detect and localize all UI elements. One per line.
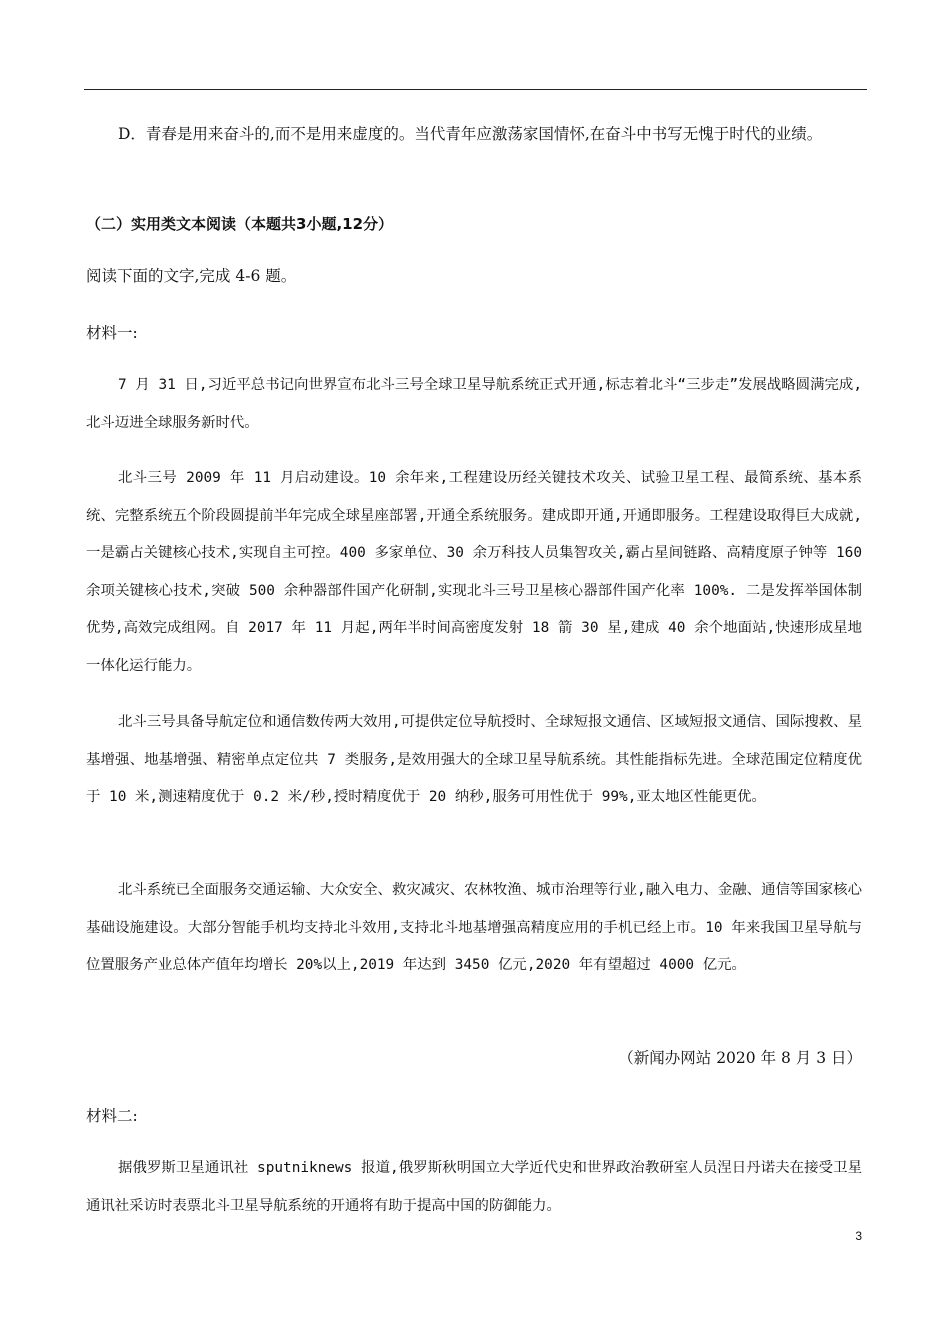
material1-paragraph-1: 7 月 31 日,习近平总书记向世界宣布北斗三号全球卫星导航系统正式开通,标志着北斗“三步走”发展战略圆满完成,北斗迈进全球服务新时代。	[86, 377, 862, 431]
header-rule	[84, 89, 867, 90]
material1-paragraph-2: 北斗三号 2009 年 11 月启动建设。10 余年来,工程建设历经关键技术攻关、试验卫星工程、最简系统、基本系统、完整系统五个阶段圆提前半年完成全球星座部署,开通全系统服务。建成即开通,开通即服务。工程建设取得巨大成就,一是霸占关键核心技术,实现自主可控。400 多家单位、30 余万科技人员集智攻关,霸占星间链路、高精度原子钟等 160 余项关键核心技术,突破 500 余种器部件国产化研制,实现北斗三号卫星核心器部件国产化率 100%. 二是发挥举国体制优势,高效完成组网。自 2017 年 11 月起,两年半时间高密度发射 18 箭 30 星,建成 40 余个地面站,快速形成星地一体化运行能力。	[86, 470, 862, 674]
material1-paragraph-3: 北斗三号具备导航定位和通信数传两大效用,可提供定位导航授时、全球短报文通信、区域短报文通信、国际搜救、星基增强、地基增强、精密单点定位共 7 类服务,是效用强大的全球卫星导航系统。其性能指标先进。全球范围定位精度优于 10 米,测速精度优于 0.2 米/秒,授时精度优于 20 纳秒,服务可用性优于 99%,亚太地区性能更优。	[86, 714, 862, 805]
page-number: 3	[855, 1229, 862, 1243]
section-heading: （二）实用类文本阅读（本题共3小题,12分）	[86, 215, 394, 233]
material2-label: 材料二:	[86, 1107, 138, 1125]
material1-label: 材料一:	[86, 324, 138, 342]
option-d-text: D．青春是用来奋斗的,而不是用来虚度的。当代青年应激荡家国情怀,在奋斗中书写无愧于时代的业绩。	[118, 125, 823, 143]
instruction-text: 阅读下面的文字,完成 4-6 题。	[86, 267, 297, 285]
material1-source: （新闻办网站 2020 年 8 月 3 日）	[618, 1049, 862, 1067]
material2-paragraph: 据俄罗斯卫星通讯社 sputniknews 报道,俄罗斯秋明国立大学近代史和世界政治教研室人员涅日丹诺夫在接受卫星通讯社采访时表票北斗卫星导航系统的开通将有助于提高中国的防御能力。	[86, 1160, 862, 1214]
material1-paragraph-4: 北斗系统已全面服务交通运输、大众安全、救灾减灾、农林牧渔、城市治理等行业,融入电力、金融、通信等国家核心基础设施建设。大部分智能手机均支持北斗效用,支持北斗地基增强高精度应用的手机已经上市。10 年来我国卫星导航与位置服务产业总体产值年均增长 20%以上,2019 年达到 3450 亿元,2020 年有望超过 4000 亿元。	[86, 882, 862, 973]
